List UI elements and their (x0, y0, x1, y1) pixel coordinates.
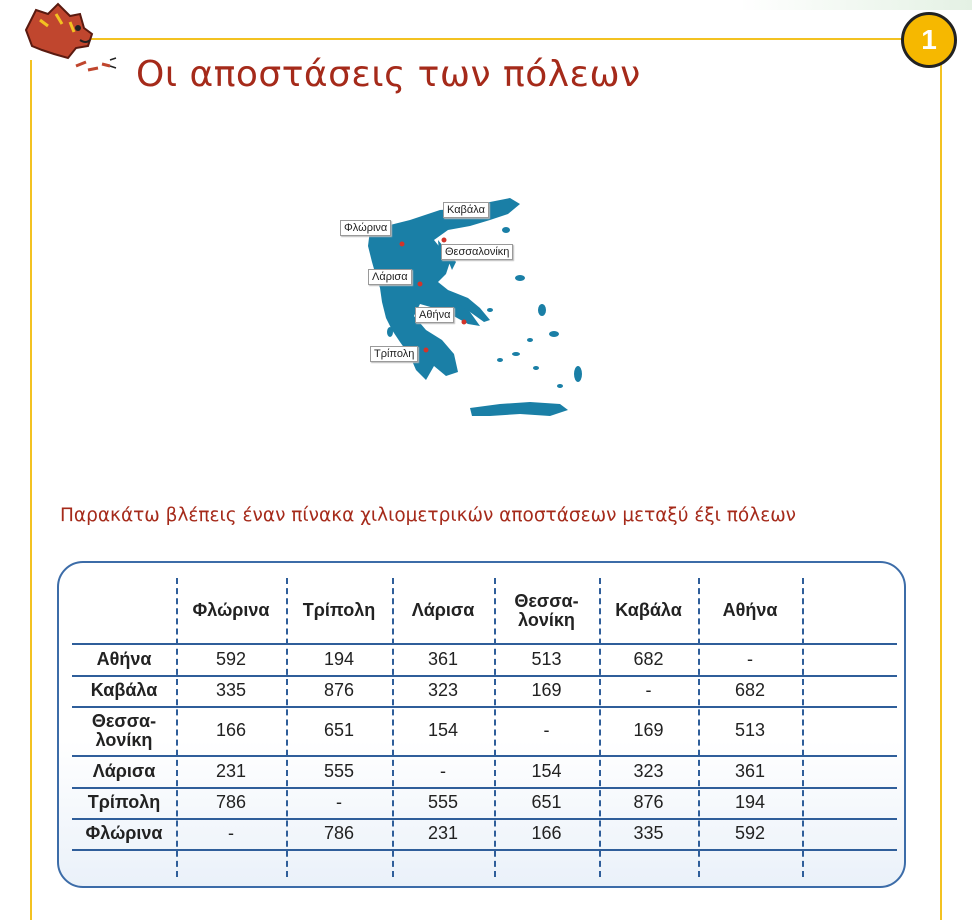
table-cell: 592 (215, 648, 247, 669)
table-cell: 323 (427, 680, 459, 700)
row-header: Αθήνα (96, 648, 152, 669)
top-decoration-strip (740, 0, 972, 10)
column-divider (802, 578, 804, 877)
table-cell: 361 (734, 760, 766, 781)
table-cell: 169 (633, 720, 664, 740)
table-cell: 194 (323, 648, 355, 669)
row-header: Λάρισα (92, 760, 156, 781)
table-cell: 876 (633, 792, 664, 812)
map-label-kavala: Καβάλα (443, 202, 489, 218)
table-cell: 166 (215, 720, 247, 740)
column-header: Καβάλα (615, 600, 682, 620)
map-label-tripoli: Τρίπολη (370, 346, 418, 362)
row-divider (72, 849, 897, 851)
table-cell: - (228, 823, 234, 843)
table-cell: 323 (633, 760, 664, 781)
table-cell: 335 (215, 680, 247, 700)
table-cell: 513 (531, 648, 562, 669)
table-cell: 169 (531, 680, 562, 700)
page-frame-top (60, 38, 940, 41)
row-header: Θεσσα- λονίκη (91, 710, 157, 750)
page-frame-left (30, 60, 32, 920)
table-cell: - (543, 720, 550, 740)
table-cell: 231 (427, 823, 459, 843)
table-cell: 361 (427, 648, 459, 669)
map-label-florina: Φλώρινα (340, 220, 391, 236)
table-cell: 786 (323, 823, 355, 843)
table-cell: 231 (215, 760, 247, 781)
table-cell: - (440, 760, 446, 781)
table-cell: 513 (734, 720, 766, 740)
table-cell: 682 (633, 648, 664, 669)
table-cell: 682 (734, 680, 766, 700)
page-frame-right (940, 60, 942, 920)
table-cell: 166 (531, 823, 562, 843)
table-cell: 154 (427, 720, 459, 740)
column-header: Λάρισα (411, 600, 475, 620)
table-description: Παρακάτω βλέπεις έναν πίνακα χιλιομετρικών αποστάσεων μεταξύ έξι πόλεων (60, 505, 797, 526)
column-header: Τρίπολη (302, 600, 376, 620)
row-header: Φλώρινα (85, 823, 163, 843)
table-cell: 651 (531, 792, 562, 812)
table-cell: 555 (323, 760, 355, 781)
table-cell: - (336, 792, 342, 812)
greece-map (330, 190, 610, 430)
section-number-badge: 1 (901, 12, 957, 68)
map-label-athina: Αθήνα (415, 307, 454, 323)
row-header: Τρίπολη (87, 792, 161, 812)
table-cell: 154 (531, 760, 562, 781)
table-cell: - (747, 648, 753, 669)
table-cell: 651 (323, 720, 355, 740)
table-cell: 876 (323, 680, 355, 700)
table-cell: 555 (427, 792, 459, 812)
table-cell: 786 (215, 792, 247, 812)
page-title: Οι αποστάσεις των πόλεων (136, 54, 641, 95)
table-cell: 592 (734, 823, 766, 843)
column-header: Φλώρινα (192, 600, 270, 620)
table-cell: 194 (734, 792, 766, 812)
map-label-larisa: Λάρισα (368, 269, 412, 285)
column-header: Αθήνα (722, 600, 778, 620)
dog-mascot-icon (18, 0, 118, 85)
column-header: Θεσσα- λονίκη (514, 590, 579, 630)
map-label-thessaloniki: Θεσσαλονίκη (441, 244, 513, 260)
row-header: Καβάλα (90, 680, 158, 700)
table-cell: 335 (633, 823, 664, 843)
table-cell: - (645, 680, 652, 700)
